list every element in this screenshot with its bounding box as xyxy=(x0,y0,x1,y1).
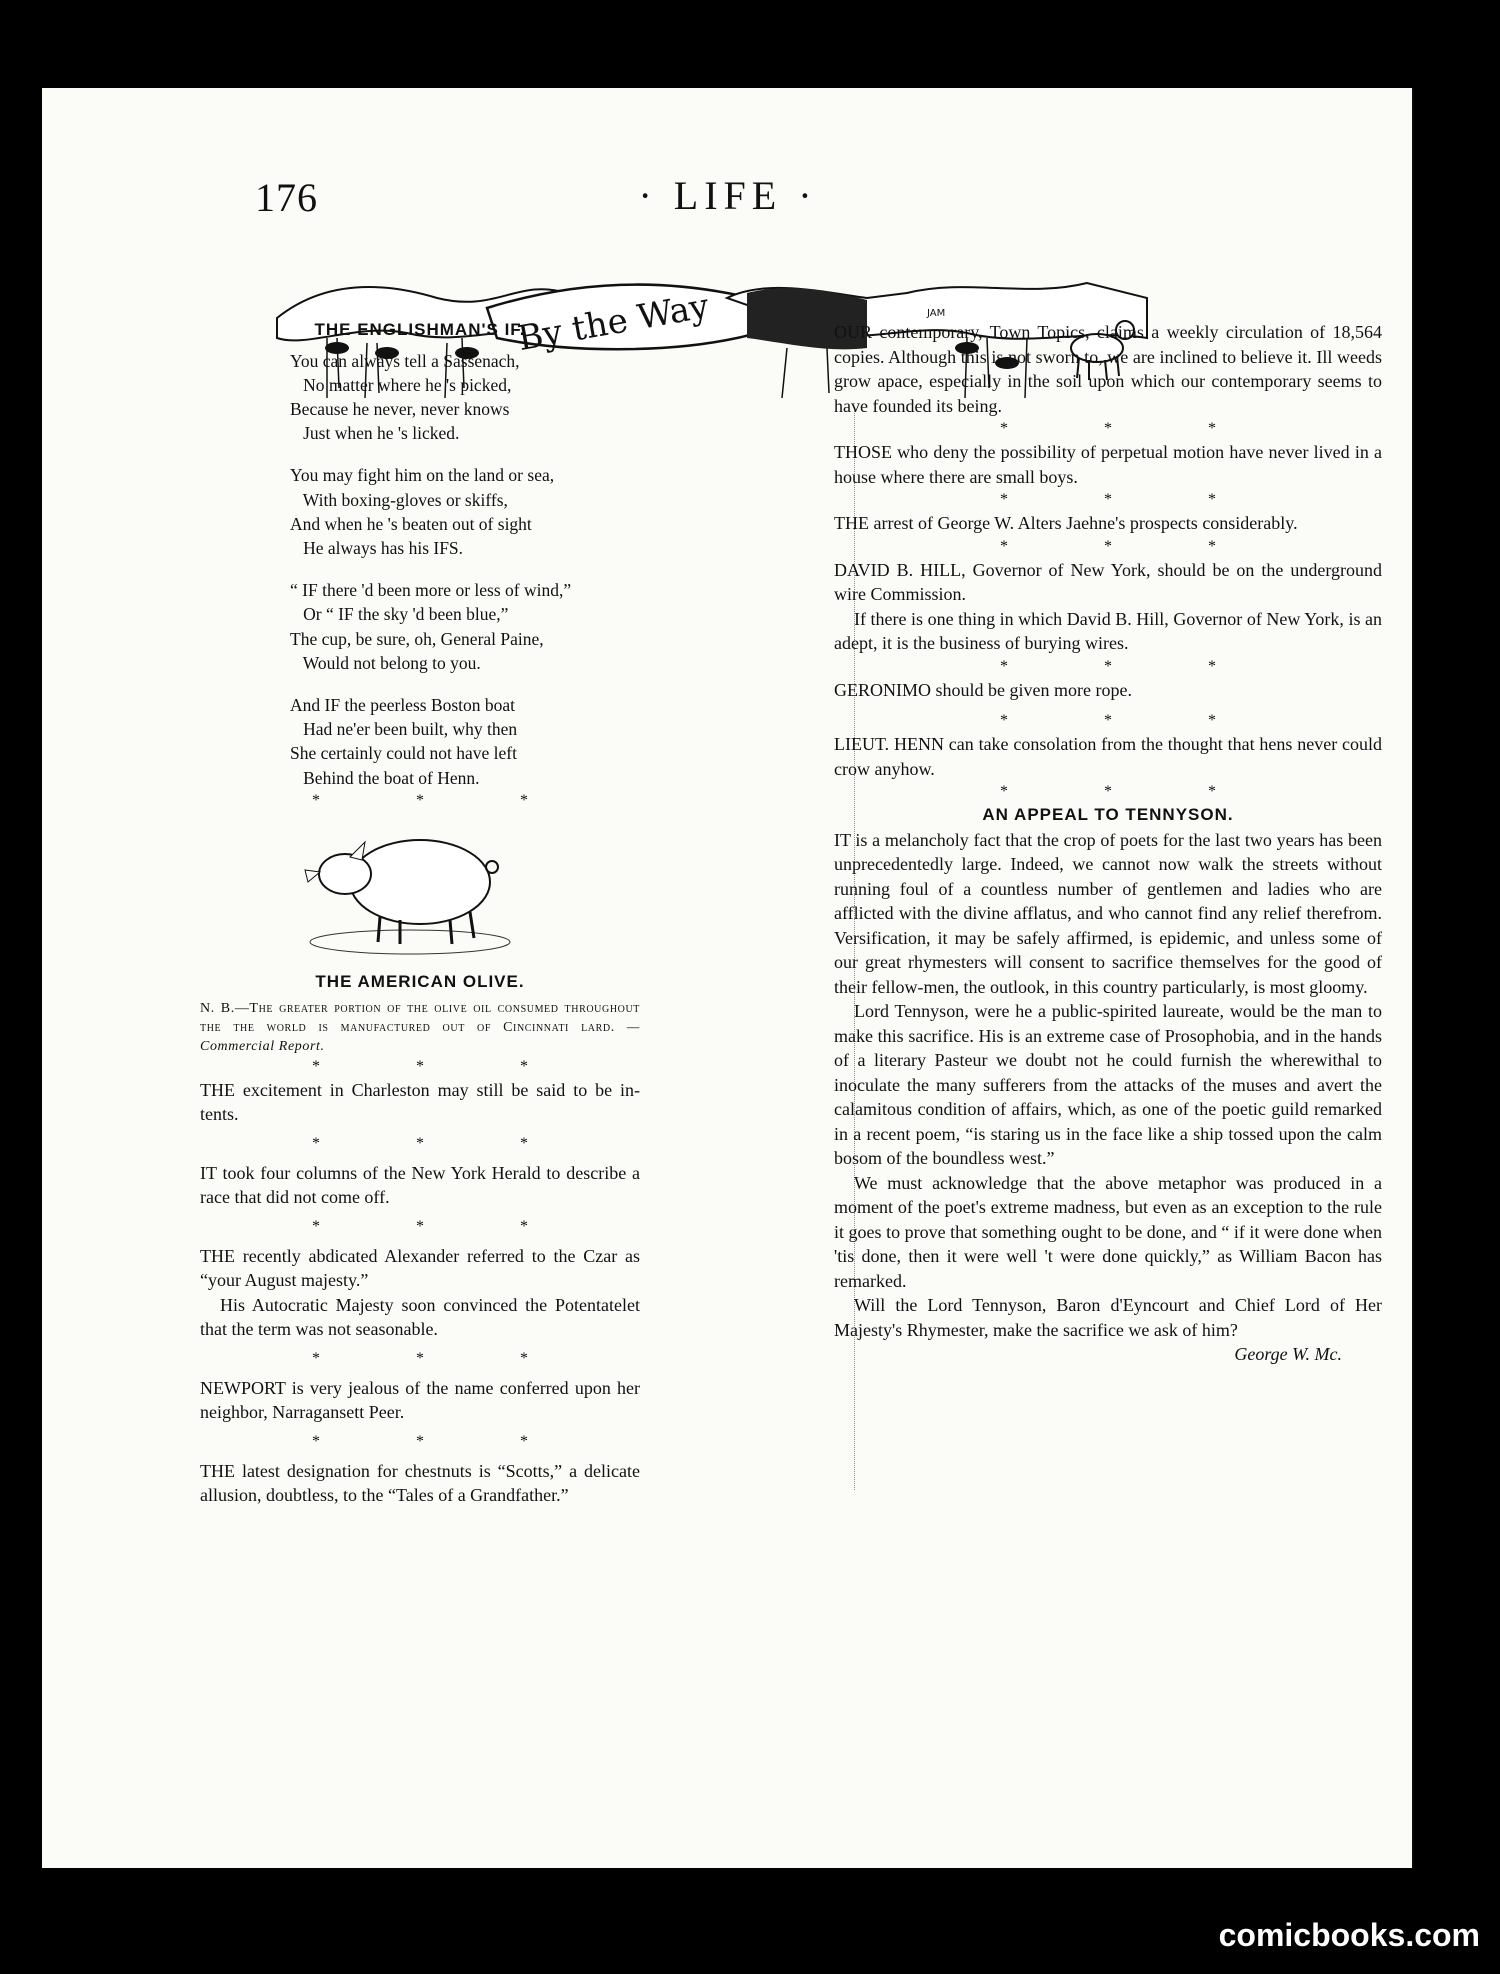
article-title: AN APPEAL TO TENNYSON. xyxy=(982,805,1234,824)
masthead: · LIFE · xyxy=(638,173,818,218)
author-signature: George W. Mc. xyxy=(1234,1344,1342,1364)
site-watermark: comicbooks.com xyxy=(1218,1917,1480,1953)
paragraph: We must acknowledge that the above metaphor was produced in a moment of the poet's extreme madness, but even as an exception to the rule it goes to prove that something ought to be done, and “ if it were done when 'tis done, then it were well 't were done quickly,” as William Bacon has remarked. xyxy=(834,1172,1382,1291)
paragraph: THOSE who deny the possibility of perpetual motion have never lived in a house where there are small boys. xyxy=(834,442,1382,487)
paragraph: THE recently abdicated Alexander referred to the Czar as “your August majesty.” xyxy=(200,1245,640,1291)
artist-signature: JAM xyxy=(927,308,946,319)
paragraph: IT took four columns of the New York Herald to describe a race that did not come off. xyxy=(200,1162,640,1208)
section-separator: * * * xyxy=(312,1217,574,1235)
section-separator: * * * xyxy=(1000,491,1262,508)
section-separator: * * * xyxy=(312,1349,574,1367)
paragraph: THE latest designation for chestnuts is “Scotts,” a delicate allusion, doubtless, to the “Tales of a Grandfather.” xyxy=(200,1460,640,1506)
section-separator: * * * xyxy=(312,1432,574,1450)
paragraph: GERONIMO should be given more rope. xyxy=(834,679,1132,700)
left-column xyxy=(200,318,640,1508)
poem-title: THE ENGLISHMAN'S IF. xyxy=(314,320,526,339)
magazine-page xyxy=(42,88,1414,1868)
illustration-caption: THE AMERICAN OLIVE. xyxy=(315,972,525,992)
paragraph: If there is one thing in which David B. Hill, Governor of New York, is an adept, it is the business of burying wires. xyxy=(834,608,1382,653)
poem-stanza: And IF the peerless Boston boat Had ne'er been built, why then She certainly could not have left Behind the boat of Henn. xyxy=(290,694,518,788)
right-column xyxy=(834,320,1382,1367)
section-separator: * * * xyxy=(1000,783,1262,800)
poem-stanza: You may fight him on the land or sea, With boxing-gloves or skiffs, And when he 's beaten out of sight He always has his IFS. xyxy=(290,465,555,558)
section-separator: * * * xyxy=(1000,420,1262,437)
paragraph: Will the Lord Tennyson, Baron d'Eyncourt and Chief Lord of Her Majesty's Rhymester, make the sacrifice we ask of him? xyxy=(834,1295,1382,1340)
paragraph: NEWPORT is very jealous of the name conferred upon her neighbor, Narragansett Peer. xyxy=(200,1377,640,1423)
paragraph: IT is a melancholy fact that the crop of poets for the last two years has been unprecedentedly large. Indeed, we cannot now walk the streets without running foul of a countless number of gentlemen and ladies who are afflicted with the divine afflatus, and who cannot find any relief therefrom. Versification, it may be safely affirmed, is epidemic, and unless some of our great rhymesters will consent to sacrifice themselves for the good of their fellow-men, the outlook, in this country particularly, is most gloomy. xyxy=(834,829,1382,997)
paragraph: LIEUT. HENN can take consolation from the thought that hens never could crow anyhow. xyxy=(834,734,1382,779)
section-separator: * * * xyxy=(1000,537,1262,555)
paragraph: OUR contemporary, Town Topics, claims a weekly circulation of 18,564 copies. Although this is not sworn to, we are inclined to believe it. Ill weeds grow apace, especially in the soil upon which our contemporary seems to have founded its being. xyxy=(834,322,1382,416)
section-separator: * * * xyxy=(312,791,574,809)
banner-lettering: By the Way xyxy=(514,286,712,360)
poem xyxy=(200,349,640,790)
paragraph: DAVID B. HILL, Governor of New York, should be on the underground wire Commission. xyxy=(834,559,1382,604)
binding-gutter xyxy=(1412,88,1414,1868)
pig-illustration xyxy=(200,812,640,962)
paragraph: His Autocratic Majesty soon convinced the Potentatelet that the term was not seasonable. xyxy=(200,1294,640,1340)
paragraph: THE arrest of George W. Alters Jaehne's prospects considerably. xyxy=(834,513,1298,533)
note-text: N. B.—The greater portion of the olive oil consumed throughout the the world is manufactured out of Cincinnati lard. xyxy=(200,1000,640,1035)
poem-stanza: You can always tell a Sassenach, No matter where he 's picked, Because he never, never knows Just when he 's licked. xyxy=(290,350,520,444)
poem-stanza: “ IF there 'd been more or less of wind,” Or “ IF the sky 'd been blue,” The cup, be sure, oh, General Paine, Would not belong to you. xyxy=(290,580,572,673)
editor-note xyxy=(200,999,640,1056)
section-separator: * * * xyxy=(1000,712,1262,729)
section-separator: * * * xyxy=(312,1057,574,1075)
section-separator: * * * xyxy=(1000,657,1262,675)
note-source: —Commercial Report. xyxy=(200,1019,640,1054)
page-number: 176 xyxy=(255,175,318,220)
paragraph: Lord Tennyson, were he a public-spirited laureate, would be the man to make this sacrifice. His is an extreme case of Prosophobia, and in the hands of a literary Pasteur we doubt not he could furnish the wherewithal to inoculate the many sufferers from the attacks of the muses and avert the calamitous condition of affairs, which, as one of the poetic guild remarked in a recent poem, “is staring us in the face like a ship tossed upon the calm bosom of the boundless west.” xyxy=(834,1001,1382,1168)
section-separator: * * * xyxy=(312,1134,574,1152)
paragraph: THE excitement in Charleston may still be said to be in-tents. xyxy=(200,1079,640,1125)
